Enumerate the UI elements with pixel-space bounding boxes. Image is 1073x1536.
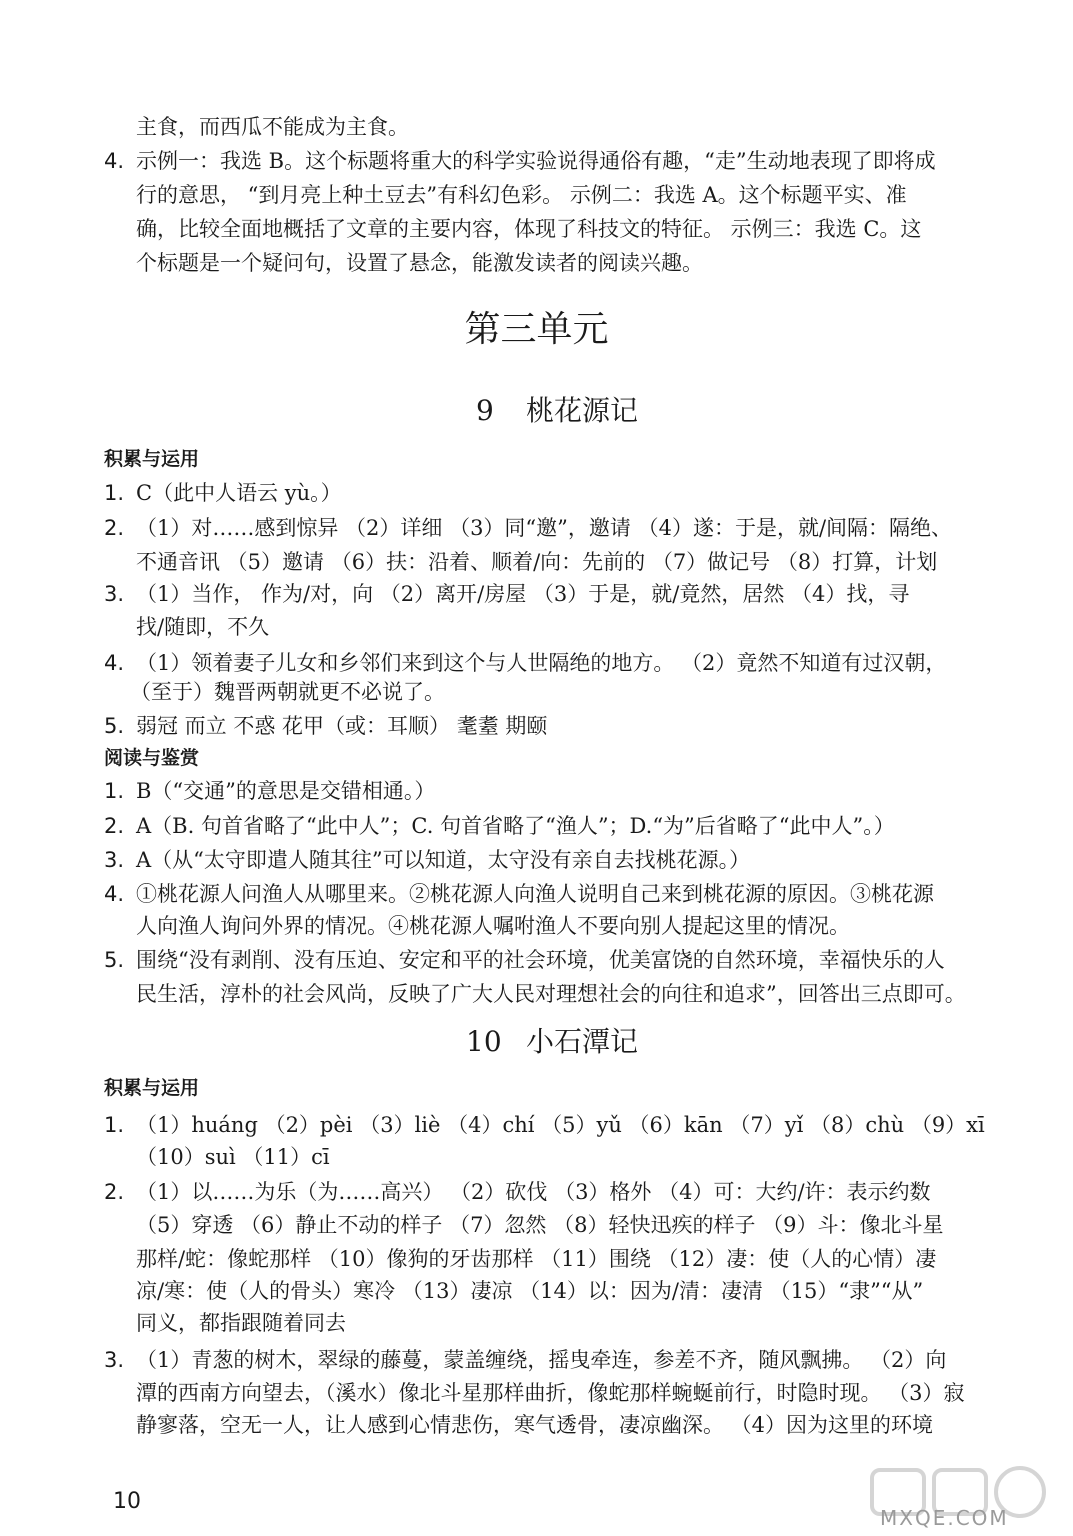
item-number: 5. xyxy=(104,948,125,972)
text-line: （1）对……感到惊异 （2）详细 （3）同“邀”，邀请 （4）遂：于是，就/间隔：隔绝、 xyxy=(136,516,953,540)
item-number: 5. xyxy=(104,714,125,738)
text-line: 围绕“没有剥削、没有压迫、安定和平的社会环境，优美富饶的自然环境，幸福快乐的人 xyxy=(136,948,945,972)
text-line: 个标题是一个疑问句，设置了悬念，能激发读者的阅读兴趣。 xyxy=(136,251,703,275)
text-line: （1）当作， 作为/对，向 （2）离开/房屋 （3）于是，就/竟然，居然 （4）找，寻 xyxy=(136,582,910,606)
item-number: 1. xyxy=(104,1113,125,1137)
text-line: （1）以……为乐（为……高兴） （2）砍伐 （3）格外 （4）可：大约/许：表示约数 xyxy=(136,1180,931,1204)
text-line: A（B. 句首省略了“此中人”；C. 句首省略了“渔人”；D.“为”后省略了“此中人”。） xyxy=(136,814,895,838)
item-number: 3. xyxy=(104,582,125,606)
item-number: 2. xyxy=(104,814,125,838)
lesson-9-title: 桃花源记 xyxy=(526,394,639,427)
text-line: 同义，都指跟随着同去 xyxy=(136,1311,346,1335)
page-number: 10 xyxy=(113,1489,141,1514)
item-number: 2. xyxy=(104,1180,125,1204)
text-line: 确，比较全面地概括了文章的主要内容，体现了科技文的特征。 示例三：我选 C。这 xyxy=(136,217,922,241)
text-line: （1）huáng （2）pèi （3）liè （4）chí （5）yǔ （6）kān （7）yǐ （8）chù （9）xī xyxy=(136,1113,985,1137)
text-line: （5）穿透 （6）静止不动的样子 （7）忽然 （8）轻快迅疾的样子 （9）斗：像北斗星 xyxy=(136,1213,944,1237)
text-line: 静寥落，空无一人，让人感到心情悲伤，寒气透骨，凄凉幽深。 （4）因为这里的环境 xyxy=(136,1413,934,1437)
lesson-10-number: 10 xyxy=(466,1025,502,1058)
text-line: 那样/蛇：像蛇那样 （10）像狗的牙齿那样 （11）围绕 （12）凄：使（人的心情）凄 xyxy=(136,1247,937,1271)
item-number: 4. xyxy=(104,651,125,675)
item-number: 1. xyxy=(104,779,125,803)
text-line: 潭的西南方向望去，（溪水）像北斗星那样曲折，像蛇那样蜿蜒前行，时隐时现。 （3）寂 xyxy=(136,1381,965,1405)
section-heading: 积累与运用 xyxy=(104,1077,200,1099)
item-number: 3. xyxy=(104,1348,125,1372)
text-line: 行的意思， “到月亮上种土豆去”有科幻色彩。 示例二：我选 A。这个标题平实、准 xyxy=(136,183,907,207)
item-number: 3. xyxy=(104,848,125,872)
item-number: 4. xyxy=(104,882,125,906)
text-line: 人向渔人询问外界的情况。④桃花源人嘱咐渔人不要向别人提起这里的情况。 xyxy=(136,914,850,938)
text-line: （1）青葱的树木，翠绿的藤蔓，蒙盖缠绕，摇曳牵连，参差不齐，随风飘拂。 （2）向 xyxy=(136,1348,947,1372)
unit-title: 第三单元 xyxy=(464,309,609,350)
item-number: 4. xyxy=(104,149,125,173)
text-line: 弱冠 而立 不惑 花甲（或：耳顺） 耄耋 期颐 xyxy=(136,714,548,738)
text-line: C（此中人语云 yù。） xyxy=(136,481,342,505)
text-line: 找/随即，不久 xyxy=(136,615,270,639)
text-line: 示例一：我选 B。这个标题将重大的科学实验说得通俗有趣，“走”生动地表现了即将成 xyxy=(136,149,936,173)
text-line: （1）领着妻子儿女和乡邻们来到这个与人世隔绝的地方。 （2）竟然不知道有过汉朝， xyxy=(136,651,947,675)
text-line: A（从“太守即遣人随其往”可以知道，太守没有亲自去找桃花源。） xyxy=(136,848,751,872)
text-line: （至于）魏晋两朝就更不必说了。 xyxy=(130,680,445,704)
section-heading: 阅读与鉴赏 xyxy=(104,747,200,769)
text-line: 民生活，淳朴的社会风尚，反映了广大人民对理想社会的向往和追求”，回答出三点即可。 xyxy=(136,982,966,1006)
watermark-text: MXQE.COM xyxy=(880,1506,1009,1530)
text-line: ①桃花源人问渔人从哪里来。②桃花源人向渔人说明自己来到桃花源的原因。③桃花源 xyxy=(136,882,934,906)
lesson-9-number: 9 xyxy=(476,394,494,427)
item-number: 1. xyxy=(104,481,125,505)
text-line: 不通音讯 （5）邀请 （6）扶：沿着、顺着/向：先前的 （7）做记号 （8）打算，计划 xyxy=(136,550,938,574)
text-line: B（“交通”的意思是交错相通。） xyxy=(136,779,436,803)
text-line: （10）suì （11）cī xyxy=(136,1145,330,1169)
text-line: 凉/寒：使（人的骨头）寒冷 （13）凄凉 （14）以：因为/清：凄清 （15）“隶”“从” xyxy=(136,1279,924,1303)
lesson-10-title: 小石潭记 xyxy=(526,1025,639,1058)
item-number: 2. xyxy=(104,516,125,540)
continuation-line: 主食，而西瓜不能成为主食。 xyxy=(136,115,409,139)
section-heading: 积累与运用 xyxy=(104,448,200,470)
